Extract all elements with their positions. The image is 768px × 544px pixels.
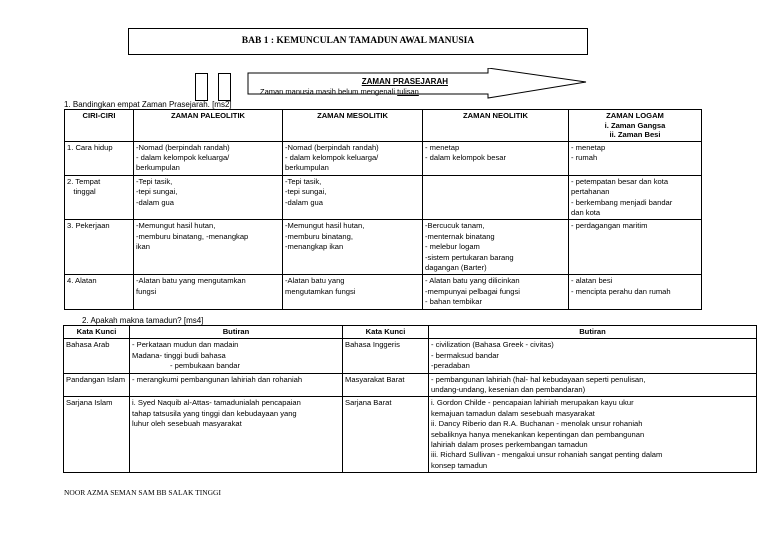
question-1: 1. Bandingkan empat Zaman Prasejarah. [ms2] xyxy=(64,100,232,109)
chapter-title: BAB 1 : KEMUNCULAN TAMADUN AWAL MANUSIA xyxy=(241,36,475,46)
header-logam-gangsa: i. Zaman Gangsa xyxy=(604,120,666,130)
cell-line: lahiriah dalam proses perkembangan tamadun xyxy=(431,440,588,450)
cell-line: undang-undang, kesenian dan pembandaran) xyxy=(431,385,586,395)
cell-line: - dalam kelompok besar xyxy=(425,152,507,162)
cell-line: fungsi xyxy=(136,286,157,296)
cell-paleolitik xyxy=(134,175,283,220)
header-kata-kunci-1: Kata Kunci xyxy=(64,326,130,339)
cell-line: iii. Richard Sullivan - mengakui unsur rohaniah sangat penting dalam xyxy=(431,450,663,460)
cell-butiran-1 xyxy=(130,397,343,473)
cell-neolitik xyxy=(423,175,569,220)
header-neolitik: ZAMAN NEOLITIK xyxy=(423,110,569,142)
cell-kata-kunci-2: Masyarakat Barat xyxy=(343,373,429,397)
cell-line: - dalam kelompok keluarga/ xyxy=(136,152,230,162)
cell-butiran-1 xyxy=(130,339,343,373)
cell-line: -Bercucuk tanam, xyxy=(425,221,485,231)
cell-line: - merangkumi pembangunan lahiriah dan rohaniah xyxy=(132,374,303,384)
cell-line: - pembukaan bandar xyxy=(132,361,241,371)
header-butiran-2: Butiran xyxy=(429,326,757,339)
cell-line: - bahan tembikar xyxy=(425,297,482,307)
table-row xyxy=(65,220,702,275)
cell-kata-kunci-1: Pandangan Islam xyxy=(64,373,130,397)
cell-line: -sistem pertukaran barang xyxy=(425,252,514,262)
cell-ciri: 1. Cara hidup xyxy=(65,141,134,175)
cell-line: - rumah xyxy=(571,152,598,162)
cell-butiran-1 xyxy=(130,373,343,397)
cell-neolitik xyxy=(423,220,569,275)
cell-mesolitik xyxy=(283,175,423,220)
arrow-subtitle-text: Zaman manusia masih belum mengenali xyxy=(260,87,396,96)
cell-kata-kunci-1: Sarjana Islam xyxy=(64,397,130,473)
cell-logam xyxy=(569,175,702,220)
question-2: 2. Apakah makna tamadun? [ms4] xyxy=(82,316,204,325)
cell-line: -peradaban xyxy=(431,361,470,371)
cell-line: ii. Dancy Riberio dan R.A. Buchanan - menolak unsur rohaniah xyxy=(431,419,643,429)
cell-line: - civilization (Bahasa Greek - civitas) xyxy=(431,340,554,350)
cell-line: -mempunyai pelbagai fungsi xyxy=(425,286,520,296)
cell-line: - pembangunan lahiriah (hal- hal kebudayaan seperti penulisan, xyxy=(431,374,646,384)
cell-kata-kunci-1: Bahasa Arab xyxy=(64,339,130,373)
cell-line: - melebur logam xyxy=(425,242,480,252)
cell-line: kemajuan tamadun dalam sesebuah masyarakat xyxy=(431,408,595,418)
cell-mesolitik xyxy=(283,141,423,175)
table-header-row xyxy=(65,110,702,142)
cell-line: tahap tatsusila yang tinggi dan kebudayaan yang xyxy=(132,408,297,418)
cell-line: i. Syed Naquib al-Attas- tamadunialah pencapaian xyxy=(132,398,301,408)
cell-paleolitik xyxy=(134,275,283,309)
table-row xyxy=(65,175,702,220)
cell-neolitik xyxy=(423,275,569,309)
cell-mesolitik xyxy=(283,275,423,309)
header-mesolitik: ZAMAN MESOLITIK xyxy=(283,110,423,142)
header-logam-besi: ii. Zaman Besi xyxy=(609,130,661,139)
header-logam xyxy=(569,110,702,142)
table-header-row xyxy=(64,326,757,339)
cell-line: -dalam gua xyxy=(285,197,323,207)
cell-paleolitik xyxy=(134,220,283,275)
header-butiran-1: Butiran xyxy=(130,326,343,339)
cell-line: -Alatan batu yang xyxy=(285,276,345,286)
table-row xyxy=(64,339,757,373)
prehistoric-comparison-table xyxy=(64,109,702,310)
cell-line: -menternak binatang xyxy=(425,231,495,241)
cell-line: konsep tamadun xyxy=(431,460,488,470)
cell-ciri: 4. Alatan xyxy=(65,275,134,309)
cell-logam xyxy=(569,220,702,275)
cell-paleolitik xyxy=(134,141,283,175)
cell-line: - perdagangan maritim xyxy=(571,221,648,231)
table-row xyxy=(65,275,702,309)
header-ciri: CIRI-CIRI xyxy=(65,110,134,142)
cell-line: sebaliknya hanya menekankan kepentingan dan pembangunan xyxy=(431,429,645,439)
cell-line: berkumpulan xyxy=(285,163,329,173)
cell-kata-kunci-2: Sarjana Barat xyxy=(343,397,429,473)
cell-logam xyxy=(569,275,702,309)
table-row xyxy=(64,397,757,473)
cell-line: -Alatan batu yang mengutamkan xyxy=(136,276,246,286)
cell-butiran-2 xyxy=(429,339,757,373)
cell-line: -tepi sungai, xyxy=(136,187,178,197)
cell-line: - dalam kelompok keluarga/ xyxy=(285,152,379,162)
cell-line: -menangkap ikan xyxy=(285,242,344,252)
cell-line: -Tepi tasik, xyxy=(136,176,173,186)
header-paleolitik: ZAMAN PALEOLITIK xyxy=(134,110,283,142)
cell-line: dan kota xyxy=(571,207,601,217)
cell-line: - alatan besi xyxy=(571,276,613,286)
cell-line: -Tepi tasik, xyxy=(285,176,322,186)
cell-line: - petempatan besar dan kota xyxy=(571,176,669,186)
cell-line: -tepi sungai, xyxy=(285,187,327,197)
table-row xyxy=(65,141,702,175)
cell-line: -Nomad (berpindah randah) xyxy=(285,142,379,152)
cell-line: -Memungut hasil hutan, xyxy=(285,221,365,231)
cell-line: i. Gordon Childe - pencapaian lahiriah merupakan kayu ukur xyxy=(431,398,634,408)
cell-line: berkumpulan xyxy=(136,163,180,173)
cell-line: ikan xyxy=(136,242,150,252)
table-row xyxy=(64,373,757,397)
cell-ciri: 2. Tempat tinggal xyxy=(65,175,134,220)
cell-line: - menetap xyxy=(571,142,606,152)
cell-logam xyxy=(569,141,702,175)
arrow-subtitle xyxy=(260,87,419,96)
cell-line: pertahanan xyxy=(571,187,610,197)
cell-line: -memburu binatang, xyxy=(285,231,353,241)
cell-butiran-2 xyxy=(429,373,757,397)
cell-line: - Perkataan mudun dan madain xyxy=(132,340,239,350)
cell-line: -Nomad (berpindah randah) xyxy=(136,142,230,152)
cell-line: Madana- tinggi budi bahasa xyxy=(132,350,226,360)
cell-line: mengutamkan fungsi xyxy=(285,286,356,296)
cell-line: -Memungut hasil hutan, xyxy=(136,221,216,231)
cell-mesolitik xyxy=(283,220,423,275)
cell-neolitik xyxy=(423,141,569,175)
header-kata-kunci-2: Kata Kunci xyxy=(343,326,429,339)
cell-line: dagangan (Barter) xyxy=(425,262,487,272)
arrow-heading: ZAMAN PRASEJARAH xyxy=(361,77,448,86)
cell-line: -dalam gua xyxy=(136,197,174,207)
footer-author: NOOR AZMA SEMAN SAM BB SALAK TINGGI xyxy=(64,488,221,497)
cell-line: - berkembang menjadi bandar xyxy=(571,197,673,207)
tamadun-meaning-table xyxy=(63,325,757,473)
cell-line: - mencipta perahu dan rumah xyxy=(571,286,671,296)
chapter-title-box xyxy=(128,28,588,55)
cell-line: luhur oleh sesebuah masyarakat xyxy=(132,419,242,429)
cell-line: - bermaksud bandar xyxy=(431,350,499,360)
arrow-subtitle-underlined: tulisan xyxy=(397,87,419,96)
cell-line: -memburu binatang, -menangkap xyxy=(136,231,249,241)
cell-butiran-2 xyxy=(429,397,757,473)
cell-line: - menetap xyxy=(425,142,460,152)
cell-ciri: 3. Pekerjaan xyxy=(65,220,134,275)
header-logam-title: ZAMAN LOGAM xyxy=(606,111,664,120)
cell-kata-kunci-2: Bahasa Inggeris xyxy=(343,339,429,373)
cell-line: - Alatan batu yang dilicinkan xyxy=(425,276,520,286)
